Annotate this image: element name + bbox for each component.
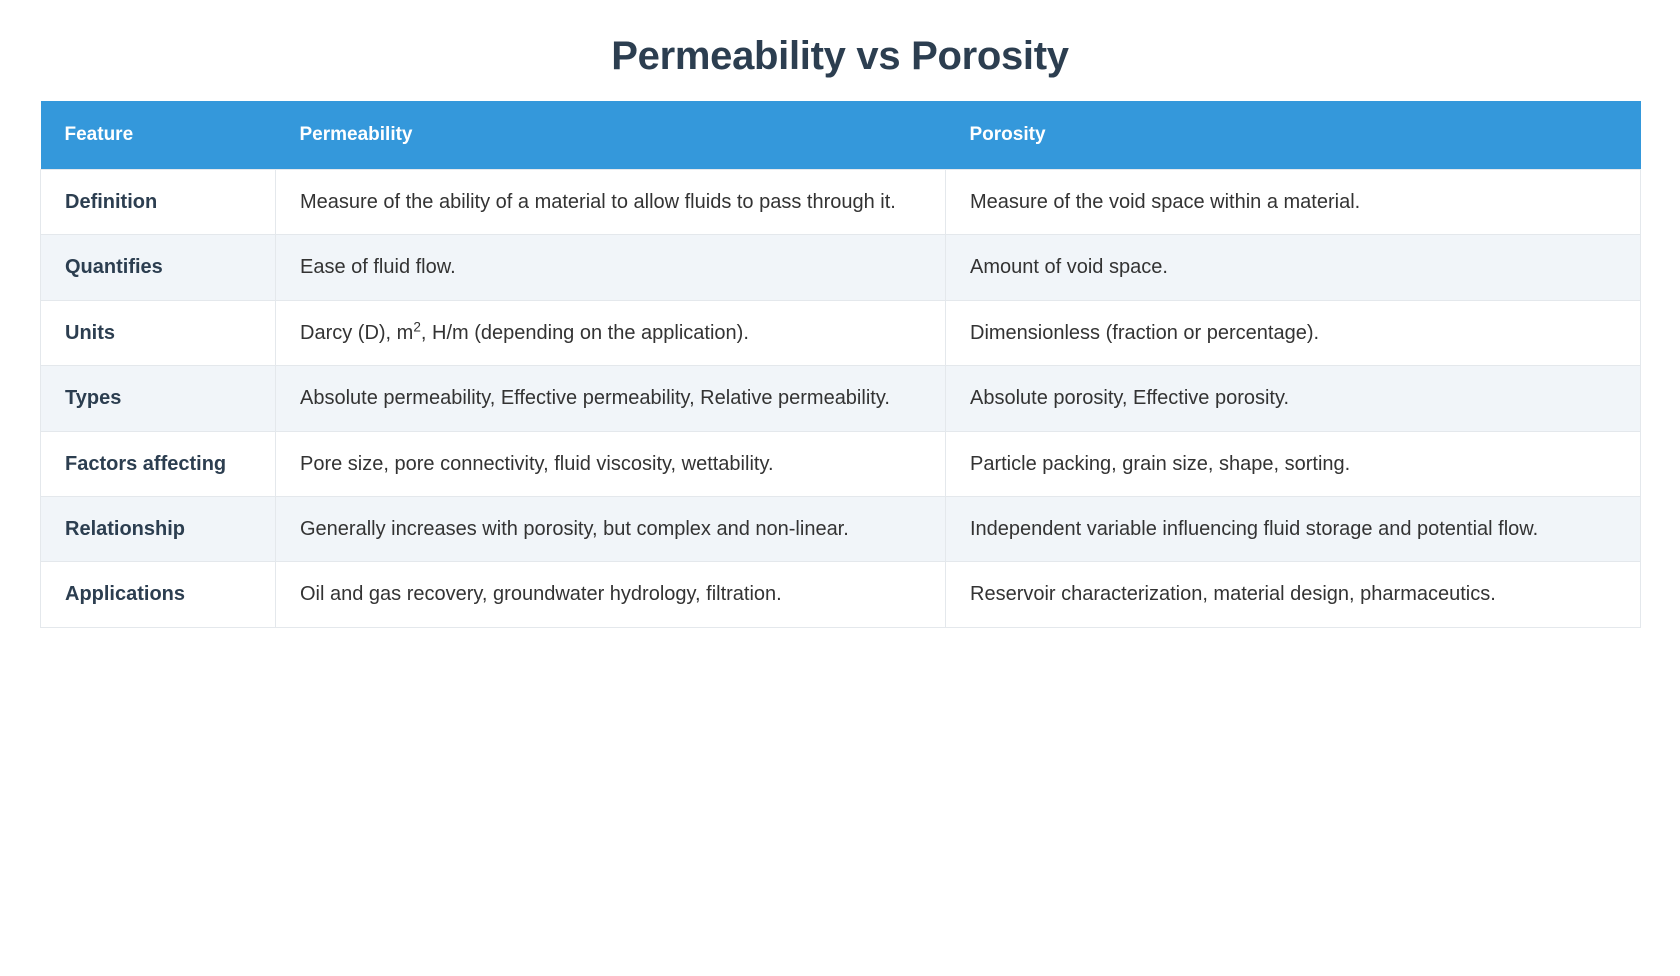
row-permeability-value: Ease of fluid flow.: [276, 235, 946, 300]
table-row: [41, 562, 1641, 627]
table-row: [41, 431, 1641, 496]
row-permeability-value: Generally increases with porosity, but complex and non-linear.: [276, 496, 946, 561]
row-porosity-value: Absolute porosity, Effective porosity.: [946, 366, 1641, 431]
row-feature-label: Units: [41, 300, 276, 365]
table-row: [41, 170, 1641, 235]
row-feature-label: Relationship: [41, 496, 276, 561]
row-porosity-value: Amount of void space.: [946, 235, 1641, 300]
table-row: [41, 235, 1641, 300]
table-row: [41, 300, 1641, 365]
row-feature-label: Definition: [41, 170, 276, 235]
table-body: [41, 170, 1641, 628]
units-exponent: 2: [413, 319, 421, 335]
row-permeability-value: Absolute permeability, Effective permeability, Relative permeability.: [276, 366, 946, 431]
row-feature-label: Quantifies: [41, 235, 276, 300]
row-porosity-value: Measure of the void space within a material.: [946, 170, 1641, 235]
row-permeability-value: [276, 300, 946, 365]
units-suffix-text: , H/m (depending on the application).: [420, 321, 749, 344]
column-header-feature: Feature: [41, 101, 276, 170]
row-feature-label: Applications: [41, 562, 276, 627]
page-title: Permeability vs Porosity: [611, 34, 1069, 78]
row-feature-label: Factors affecting: [41, 431, 276, 496]
row-porosity-value: Independent variable influencing fluid storage and potential flow.: [946, 496, 1641, 561]
row-permeability-value: Measure of the ability of a material to allow fluids to pass through it.: [276, 170, 946, 235]
units-prefix-text: Darcy (D), m: [300, 321, 414, 344]
table-header: [41, 101, 1641, 170]
row-feature-label: Types: [41, 366, 276, 431]
row-porosity-value: Particle packing, grain size, shape, sorting.: [946, 431, 1641, 496]
comparison-table: [40, 101, 1641, 628]
row-permeability-value: Pore size, pore connectivity, fluid viscosity, wettability.: [276, 431, 946, 496]
table-row: [41, 366, 1641, 431]
column-header-permeability: Permeability: [276, 101, 946, 170]
table-row: [41, 496, 1641, 561]
row-porosity-value: Dimensionless (fraction or percentage).: [946, 300, 1641, 365]
row-porosity-value: Reservoir characterization, material design, pharmaceutics.: [946, 562, 1641, 627]
column-header-porosity: Porosity: [946, 101, 1641, 170]
table-header-row: [41, 101, 1641, 170]
row-permeability-value: Oil and gas recovery, groundwater hydrology, filtration.: [276, 562, 946, 627]
